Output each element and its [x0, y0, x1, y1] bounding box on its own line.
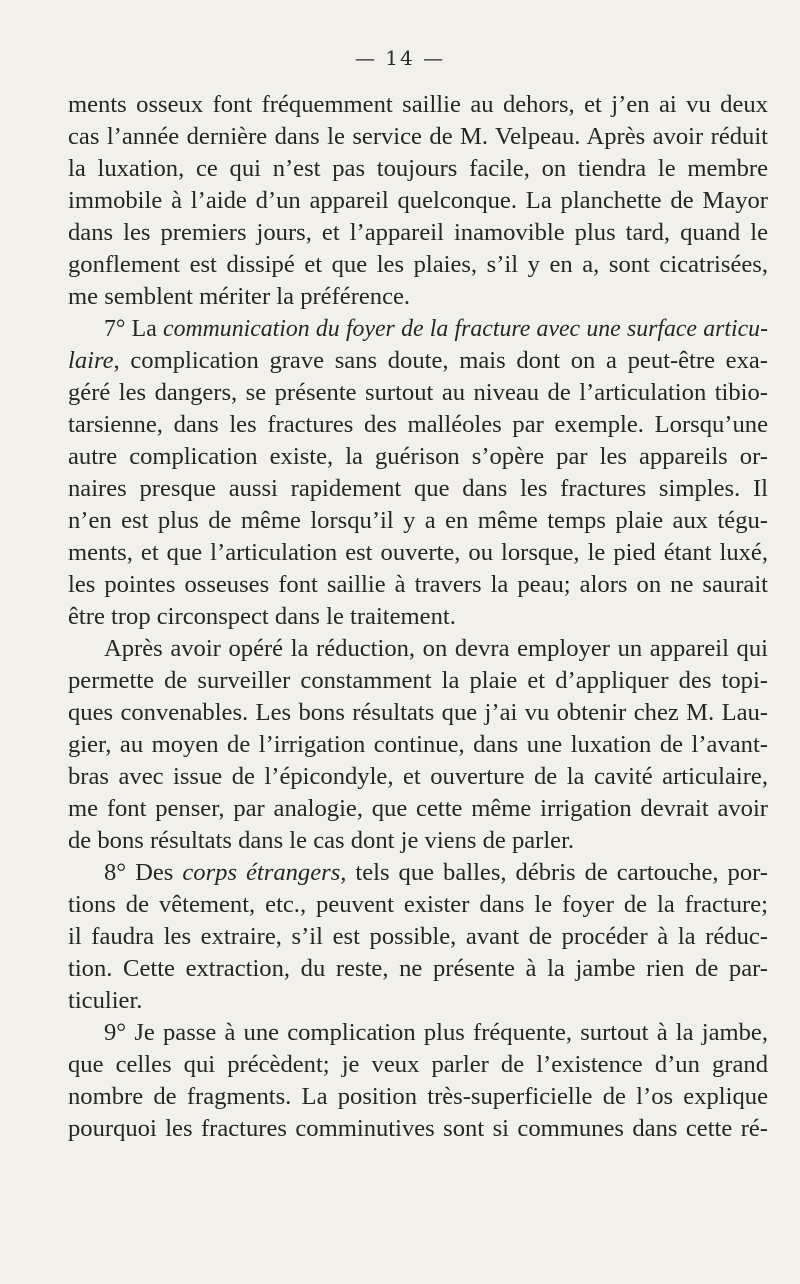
text-line: tions de vêtement, etc., peuvent exister dans le foyer de la fracture; [68, 891, 768, 918]
text-line: me font penser, par analogie, que cette même irrigation devrait avoir [68, 795, 768, 822]
text-line: Après avoir opéré la réduction, on devra employer un appareil qui [104, 635, 768, 662]
text-line: dans les premiers jours, et l’appareil inamovible plus tard, quand le [68, 219, 768, 246]
text-line: ticulier. [68, 987, 143, 1014]
text-line: cas l’année dernière dans le service de M. Velpeau. Après avoir réduit [68, 123, 768, 150]
text-line: tarsienne, dans les fractures des malléoles par exemple. Lorsqu’une [68, 411, 768, 438]
text-line: géré les dangers, se présente surtout au niveau de l’articulation tibio- [68, 379, 768, 406]
text-run: 7° La [104, 316, 164, 342]
text-line: n’en est plus de même lorsqu’il y a en même temps plaie aux tégu- [68, 507, 768, 534]
text-line: ments, et que l’articulation est ouverte, ou lorsque, le pied étant luxé, [68, 539, 768, 566]
text-line: bras avec issue de l’épicondyle, et ouverture de la cavité articulaire, [68, 763, 768, 790]
text-line: 9° Je passe à une complication plus fréquente, surtout à la jambe, [104, 1019, 768, 1046]
italic-heading: corps étrangers, [182, 859, 347, 886]
italic-heading: laire [68, 347, 114, 374]
text-line: autre complication existe, la guérison s’opère par les appareils or- [68, 443, 768, 470]
text-line: ques convenables. Les bons résultats que j’ai vu obtenir chez M. Lau- [68, 699, 768, 726]
text-line: pourquoi les fractures comminutives sont si communes dans cette ré- [68, 1115, 768, 1142]
text-line: naires presque aussi rapidement que dans les fractures simples. Il [68, 475, 768, 502]
text-line: être trop circonspect dans le traitement. [68, 603, 456, 630]
italic-heading: communication du foyer de la fracture avec une surface articu- [163, 316, 768, 342]
text-line [104, 858, 768, 888]
text-run: , complication grave sans doute, mais dont on a peut-être exa- [113, 347, 768, 374]
text-line: permette de surveiller constamment la plaie et d’appliquer des topi- [68, 667, 768, 694]
page-number: — 14 — [354, 46, 446, 70]
text-line: nombre de fragments. La position très-superficielle de l’os explique [68, 1083, 768, 1110]
text-line: immobile à l’aide d’un appareil quelconque. La planchette de Mayor [68, 187, 768, 214]
text-line: tion. Cette extraction, du reste, ne présente à la jambe rien de par- [68, 955, 768, 982]
text-line: gonflement est dissipé et que les plaies, s’il y en a, sont cicatrisées, [68, 251, 768, 278]
text-line: ments osseux font fréquemment saillie au dehors, et j’en ai vu deux [68, 91, 768, 118]
text-run: 8° Des [104, 859, 183, 886]
text-line [68, 346, 768, 376]
text-line: gier, au moyen de l’irrigation continue, dans une luxation de l’avant- [68, 731, 768, 758]
text-line: de bons résultats dans le cas dont je viens de parler. [68, 827, 575, 854]
text-line [104, 314, 768, 344]
text-line: il faudra les extraire, s’il est possible, avant de procéder à la réduc- [68, 923, 768, 950]
text-run: tels que balles, débris de cartouche, por- [346, 859, 769, 886]
text-line: la luxation, ce qui n’est pas toujours facile, on tiendra le membre [68, 155, 768, 182]
text-line: les pointes osseuses font saillie à travers la peau; alors on ne saurait [68, 571, 768, 598]
text-line: me semblent mériter la préférence. [68, 283, 411, 310]
text-line: que celles qui précèdent; je veux parler de l’existence d’un grand [68, 1051, 768, 1078]
